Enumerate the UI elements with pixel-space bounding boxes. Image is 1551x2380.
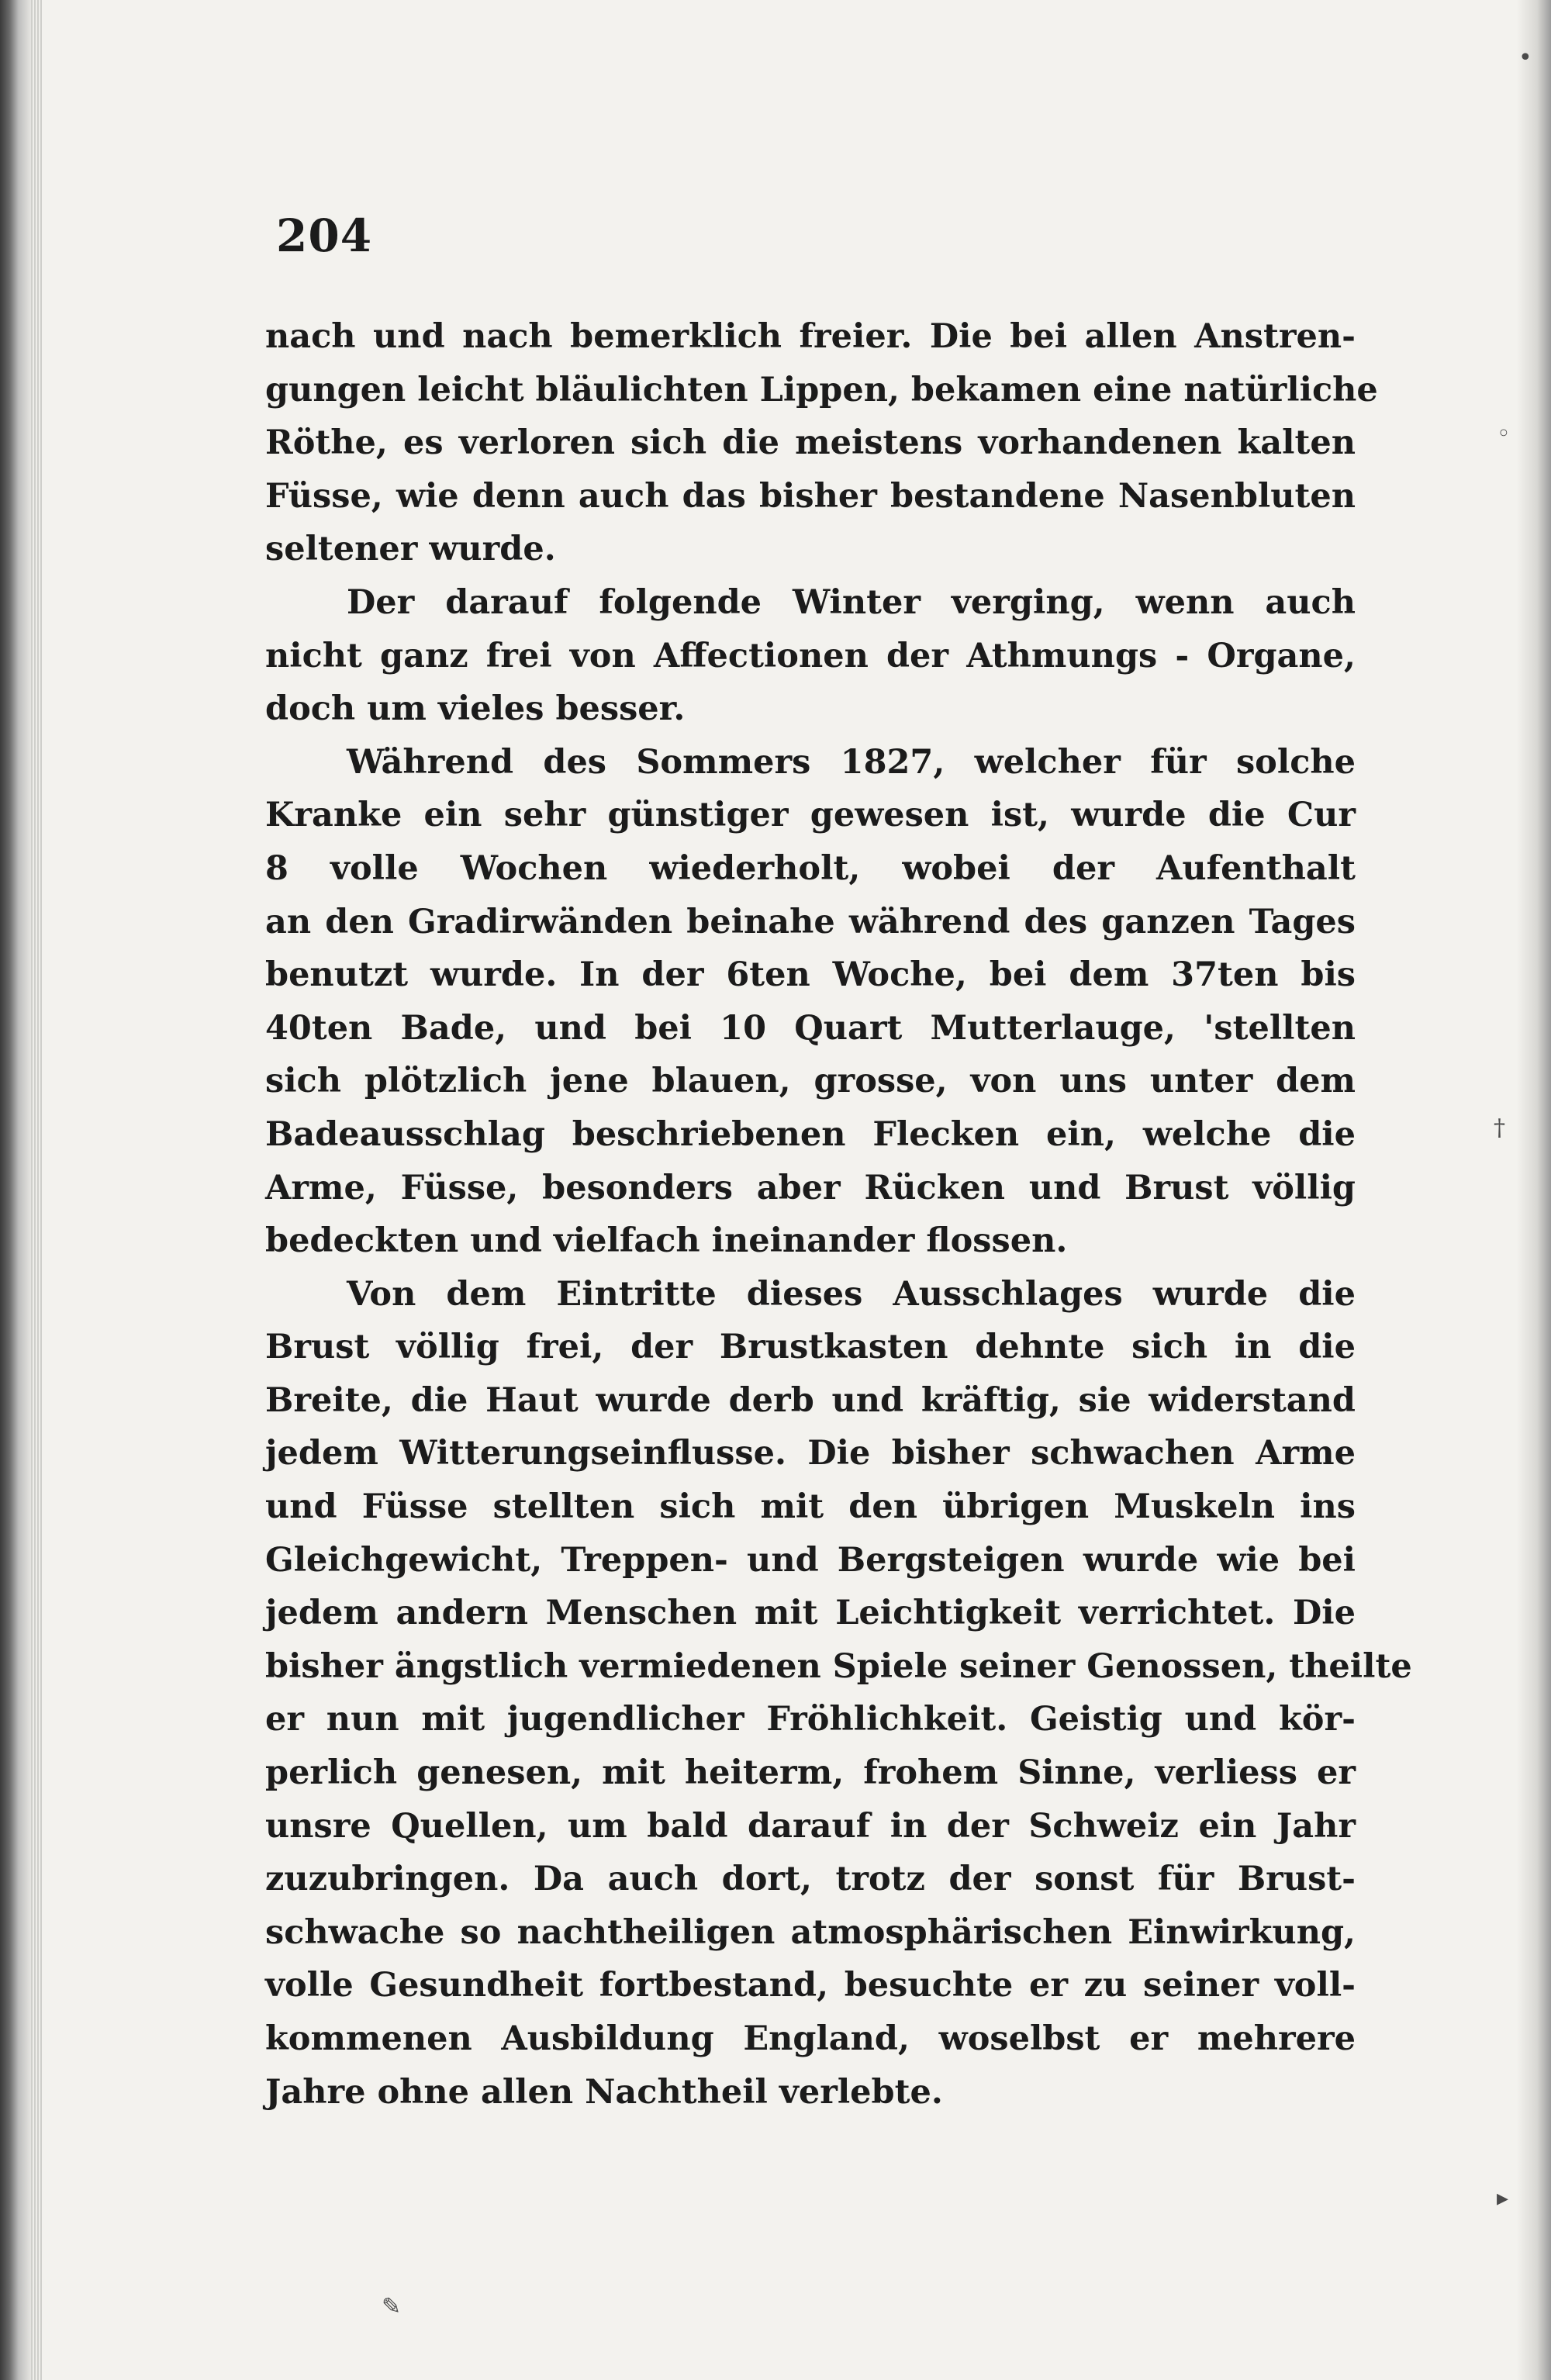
text-line: sich plötzlich jene blauen, grosse, von uns unter dem [265,1062,1356,1101]
book-binding [0,0,31,2380]
body-text [265,310,1412,2119]
text-line: Badeausschlag beschriebenen Flecken ein, welche die [265,1114,1356,1154]
text-line: gungen leicht bläulichten Lippen, bekamen eine natürliche [265,370,1378,409]
text-line: seltener wurde. [265,530,556,569]
text-line: jedem andern Menschen mit Leichtigkeit verrichtet. Die [265,1594,1356,1633]
text-line: zuzubringen. Da auch dort, trotz der sonst für Brust- [265,1860,1356,1899]
text-line: Jahre ohne allen Nachtheil verlebte. [265,2072,943,2112]
text-line: jedem Witterungseinflusse. Die bisher schwachen Arme [265,1434,1356,1473]
text-line: nach und nach bemerklich freier. Die bei allen Anstren- [265,317,1356,356]
text-line: und Füsse stellten sich mit den übrigen Muskeln ins [265,1487,1356,1527]
text-line: Breite, die Haut wurde derb und kräftig, sie widerstand [265,1380,1356,1420]
text-line: schwache so nachtheiligen atmosphärischen Einwirkung, [265,1912,1356,1952]
text-line: Gleichgewicht, Treppen- und Bergsteigen wurde wie bei [265,1540,1356,1580]
text-line: Brust völlig frei, der Brustkasten dehnte sich in die [265,1328,1356,1367]
page-edges [31,0,42,2380]
text-line: Kranke ein sehr günstiger gewesen ist, wurde die Cur [265,796,1356,835]
text-line: an den Gradirwänden beinahe während des ganzen Tages [265,902,1356,941]
text-line: volle Gesundheit fortbestand, besuchte er zu seiner voll- [265,1966,1356,2005]
text-line: perlich genesen, mit heiterm, frohem Sinne, verliess er [265,1753,1356,1793]
text-line: 40ten Bade, und bei 10 Quart Mutterlauge, 'stellten [265,1008,1356,1048]
margin-speck: • [1518,44,1532,71]
text-line: doch um vieles besser. [265,689,686,729]
page-number: 204 [276,209,373,262]
text-line: kommenen Ausbildung England, woselbst er mehrere [265,2019,1356,2058]
text-line: Röthe, es verloren sich die meistens vorhandenen kalten [265,423,1356,463]
text-line: unsre Quellen, um bald darauf in der Schweiz ein Jahr [265,1806,1356,1846]
text-line: bisher ängstlich vermiedenen Spiele seiner Genossen, theilte [265,1646,1412,1686]
text-line: Der darauf folgende Winter verging, wenn auch [347,582,1356,622]
margin-speck: ✎ [382,2293,402,2320]
text-line: Von dem Eintritte dieses Ausschlages wurde die [347,1274,1356,1314]
text-line: Während des Sommers 1827, welcher für solche [347,742,1356,782]
margin-speck: ▸ [1497,2185,1509,2212]
page-right-shadow [1517,0,1551,2380]
text-line: Arme, Füsse, besonders aber Rücken und Brust völlig [265,1168,1356,1207]
margin-speck: ◦ [1497,420,1511,447]
text-line: Füsse, wie denn auch das bisher bestandene Nasenbluten [265,476,1356,516]
text-line: nicht ganz frei von Affectionen der Athmungs - Organe, [265,636,1356,675]
text-line: 8 volle Wochen wiederholt, wobei der Aufenthalt [265,848,1356,888]
margin-speck: † [1494,1114,1505,1142]
text-line: benutzt wurde. In der 6ten Woche, bei dem 37ten bis [265,955,1356,995]
text-line: er nun mit jugendlicher Fröhlichkeit. Geistig und kör- [265,1700,1356,1739]
text-line: bedeckten und vielfach ineinander flossen. [265,1221,1068,1261]
